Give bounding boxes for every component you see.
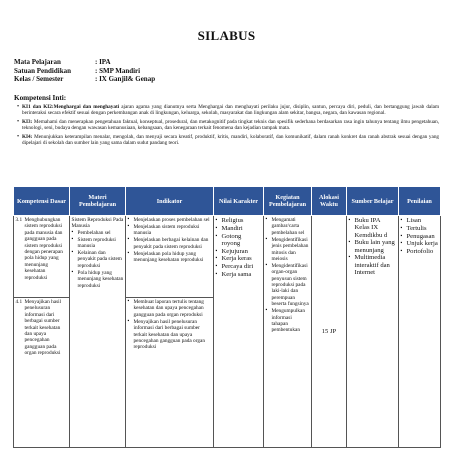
list-item: ▪ Penugasan (401, 233, 439, 240)
subject-info (14, 58, 155, 84)
ki-label: KI4: (22, 133, 33, 140)
column-header: Materi Pembelajaran (70, 187, 126, 216)
kegiatan-cell (264, 216, 312, 448)
list-item: ▪ Sistem reproduksi manusia (72, 237, 124, 250)
column-header: Nilai Karakter (214, 187, 264, 216)
list-item: ▪ Menjelaskan sistem reproduksi manusia (128, 224, 212, 237)
kompetensi-inti-heading: Kompetensi Inti: (14, 94, 67, 102)
column-header: Kegiatan Pembelajaran (264, 187, 312, 216)
list-item: ▪ Percaya diri (216, 263, 262, 270)
meta-key: Satuan Pendidikan (14, 66, 71, 75)
kd-text: Menghubungkan sistem reproduksi pada manusia dan gangguan pada sistem reproduksi dengan penerapan pola hidup yang menunjang kesehatan reproduksi (24, 217, 63, 281)
ki-label: KI3: (22, 118, 33, 125)
meta-value: : IX Ganjil& Genap (95, 75, 156, 83)
indikator-cell (126, 216, 214, 298)
meta-row (14, 75, 155, 84)
list-item: ▪ Mengidentifikasi jenis pembelahan mitosis dan meiosis (266, 237, 310, 263)
column-header: Penilaian (399, 187, 441, 216)
alokasi-cell (312, 216, 347, 448)
kd-cell (14, 216, 70, 298)
sumber-cell (347, 216, 399, 448)
list-item: ▪ Unjuk kerja (401, 240, 439, 247)
ki-item (14, 134, 439, 147)
list-item: ▪ Menjelaskan pola hidup yang menunjang kesehatan reproduksi (128, 251, 212, 264)
materi-cell (70, 216, 126, 448)
meta-value: : IPA (95, 58, 111, 66)
nilai-cell (214, 216, 264, 448)
ki-item (14, 104, 439, 117)
materi-title: Sistem Reproduksi Pada Manusia (71, 217, 124, 230)
list-item: ▪ Menyajikan hasil penelusuran informasi dari berbagai sumber terkait kesehatan dan upaya pencegahan gangguan pada organ reproduksi (128, 319, 212, 351)
meta-key: Mata Pelajaran (14, 58, 61, 66)
list-item: ▪ Religius (216, 217, 262, 224)
kd-text: Menyajikan hasil penelusuran informasi dari berbagai sumber terkait kesehatan dan upaya pencegahan gangguan pada organ reproduksi (24, 299, 62, 357)
column-header: Indikator (126, 187, 214, 216)
kd-number: 4.1 (15, 299, 23, 305)
list-item: ▪ Pembelahan sel (72, 230, 124, 236)
ki-item (14, 119, 439, 132)
alokasi-waktu: 15 JP (321, 327, 337, 335)
list-item: ▪ Buku lain yang menunjang (349, 239, 397, 254)
list-item: ▪ Lisan (401, 217, 439, 224)
list-item: ▪ Kerja sama (216, 271, 262, 278)
list-item: ▪ Mengamati gambar/carta pembelahan sel (266, 217, 310, 236)
list-item: ▪ Kejujuran (216, 248, 262, 255)
meta-row (14, 58, 155, 67)
list-item: ▪ Tertulis (401, 225, 439, 232)
table-row (14, 216, 441, 298)
list-item: ▪ Mandiri (216, 225, 262, 232)
list-item: ▪ Menjelaskan proses pembelahan sel (128, 217, 212, 223)
table-header-row (14, 187, 441, 216)
bullet-icon: • (16, 104, 20, 110)
ki-text: Menunjukkan keterampilan menalar, mengolah, dan menyaji secara kreatif, produktif, kritis, mandiri, kolaboratif, dan komunikatif, dalam ranah konkret dan ranah abstrak sesuai dengan yang dipelajari di sekolah dan sumber lain yang sama dalam sudut pandang teori. (22, 133, 440, 147)
kd-cell (14, 298, 70, 448)
list-item: ▪ Kelainan dan penyakit pada sistem reproduksi (72, 250, 124, 269)
column-header: Alokasi Waktu (312, 187, 347, 216)
list-item: ▪ Multimedia interaktif dan Internet (349, 254, 397, 276)
ki-label: KI1 dan KI2:Menghargai dan menghayati (22, 104, 120, 110)
page-title: SILABUS (197, 28, 256, 43)
list-item: ▪ Membuat laporan tertulis tentang kesehatan dan upaya pencegahan gangguan pada organ reproduksi (128, 299, 212, 318)
penilaian-cell (399, 216, 441, 448)
kompetensi-inti-list (14, 104, 439, 148)
ki-text: ajaran agama yang dianutnya serta Menghargai dan menghayati perilaku jujur, disiplin, santun, percaya diri, peduli, dan bertanggung jawab dalam berinteraksi secara efektif sesuai dengan perkembangan anak di lingkungan, keluarga, sekolah, masyarakat dan lingkungan alam sekitar, bangsa, negara, dan kawasan regional. (22, 104, 440, 117)
list-item: ▪ Portofolio (401, 248, 439, 255)
list-item: ▪ Pola hidup yang menunjang kesehatan reproduksi (72, 270, 124, 289)
list-item: ▪ Mengidentifikasi organ-organ penyusun sistem reproduksi pada laki-laki dan perempuan beserta fungsinya (266, 263, 310, 308)
syllabus-table (13, 186, 441, 448)
ki-text: Memahami dan menerapkan pengetahuan faktual, konseptual, prosedural, dan metakognitif pada tingkat teknis dan spesifik sederhana berdasarkan rasa ingin tahunya tentang ilmu pengetahuan, teknologi, seni, budaya dengan wawasan kemanusiaan, kebangsaan, dan kenegaraan terkait fenomena dan kejadian tampak mata. (22, 118, 440, 132)
list-item: ▪ Gotong royong (216, 233, 262, 248)
list-item: ▪ Kerja keras (216, 255, 262, 262)
bullet-icon: • (16, 118, 20, 125)
column-header: Sumber Belajar (347, 187, 399, 216)
meta-row (14, 67, 155, 76)
list-item: ▪ Mengumpulkan informasi tahapan pembentukan (266, 308, 310, 334)
column-header: Kompetensi Dasar (14, 187, 70, 216)
meta-value: : SMP Mandiri (95, 66, 141, 75)
indikator-cell (126, 298, 214, 448)
list-item: ▪ Buku IPA Kelas IX Kemdikbu d (349, 217, 397, 239)
meta-key: Kelas / Semester (14, 75, 64, 83)
bullet-icon: • (16, 133, 20, 140)
kd-number: 3.1 (15, 217, 23, 223)
list-item: ▪ Menjelaskan berbagai kelainan dan penyakit pada sistem reproduksi (128, 237, 212, 250)
